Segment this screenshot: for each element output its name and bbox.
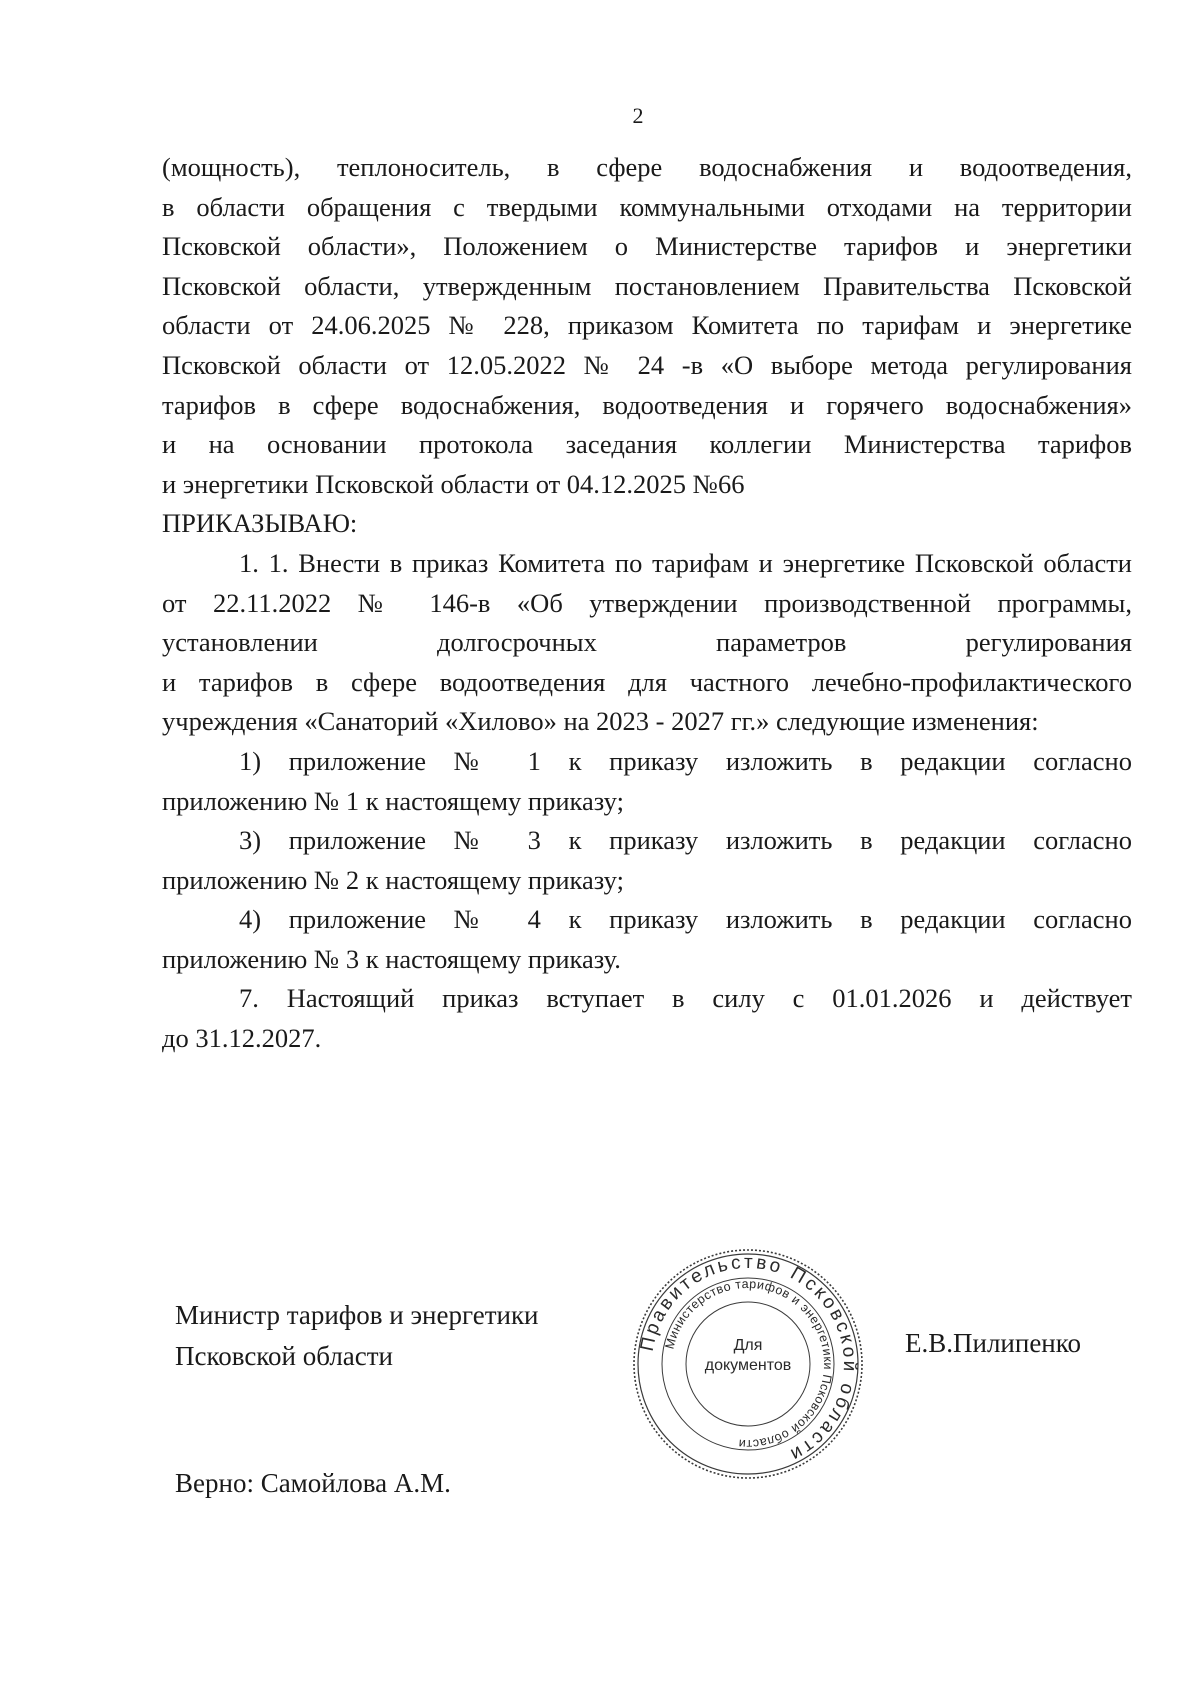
sub-item-4: 4) приложение № 4 к приказу изложить в редакции согласно <box>239 904 1132 935</box>
stamp-center <box>693 1336 803 1376</box>
body-line: (мощность), теплоноситель, в сфере водоснабжения и водоотведения, <box>162 152 1132 182</box>
item1-line: учреждения «Санаторий «Хилово» на 2023 - 2027 гг.» следующие изменения: <box>162 706 1039 737</box>
item1-line: 1. 1. Внести в приказ Комитета по тарифам и энергетике Псковской области <box>239 547 1132 578</box>
document-body <box>162 148 1132 1059</box>
sub-item-4-cont: приложению № 3 к настоящему приказу. <box>162 943 621 974</box>
item1-line: от 22.11.2022 № 146-в «Об утверждении производственной программы, <box>162 587 1132 618</box>
body-line: Псковской области», Положением о Министерстве тарифов и энергетики <box>162 231 1132 262</box>
item-7: 7. Настоящий приказ вступает в силу с 01.01.2026 и действует <box>239 983 1132 1014</box>
sub-item-1-cont: приложению № 1 к настоящему приказу; <box>162 785 624 816</box>
signatory-name: Е.В.Пилипенко <box>905 1328 1082 1358</box>
stamp-inner-text: Министерство тарифов и энергетики Псковской области <box>662 1276 836 1452</box>
body-line: в области обращения с твердыми коммунальными отходами на территории <box>162 191 1132 222</box>
signature-title-line1: Министр тарифов и энергетики <box>175 1300 539 1330</box>
sub-item-3: 3) приложение № 3 к приказу изложить в редакции согласно <box>239 825 1132 856</box>
certified-by: Верно: Самойлова А.М. <box>175 1468 451 1498</box>
body-line: Псковской области от 12.05.2022 № 24 -в «О выборе метода регулирования <box>162 349 1132 380</box>
body-line: и энергетики Псковской области от 04.12.2025 №66 <box>162 468 745 499</box>
item-7-cont: до 31.12.2027. <box>162 1023 322 1054</box>
sub-item-1: 1) приложение № 1 к приказу изложить в редакции согласно <box>239 745 1132 776</box>
order-heading: ПРИКАЗЫВАЮ: <box>162 508 358 539</box>
signature-title <box>175 1295 539 1377</box>
item1-line: и тарифов в сфере водоотведения для частного лечебно-профилактического <box>162 666 1132 697</box>
stamp-outer-text: Правительство Псковской области <box>636 1251 861 1467</box>
item1-line: установлении долгосрочных параметров регулирования <box>162 627 1132 658</box>
body-line: и на основании протокола заседания коллегии Министерства тарифов <box>162 429 1132 460</box>
sub-item-3-cont: приложению № 2 к настоящему приказу; <box>162 864 624 895</box>
body-line: области от 24.06.2025 № 228, приказом Комитета по тарифам и энергетике <box>162 310 1132 341</box>
page-number: 2 <box>632 103 644 128</box>
signature-title-line2: Псковской области <box>175 1341 394 1371</box>
official-stamp <box>628 1244 868 1484</box>
body-line: Псковской области, утвержденным постановлением Правительства Псковской <box>162 270 1132 301</box>
stamp-center-line2: документов <box>704 1357 792 1374</box>
body-line: тарифов в сфере водоснабжения, водоотведения и горячего водоснабжения» <box>162 389 1132 420</box>
stamp-center-line1: Для <box>733 1337 763 1354</box>
